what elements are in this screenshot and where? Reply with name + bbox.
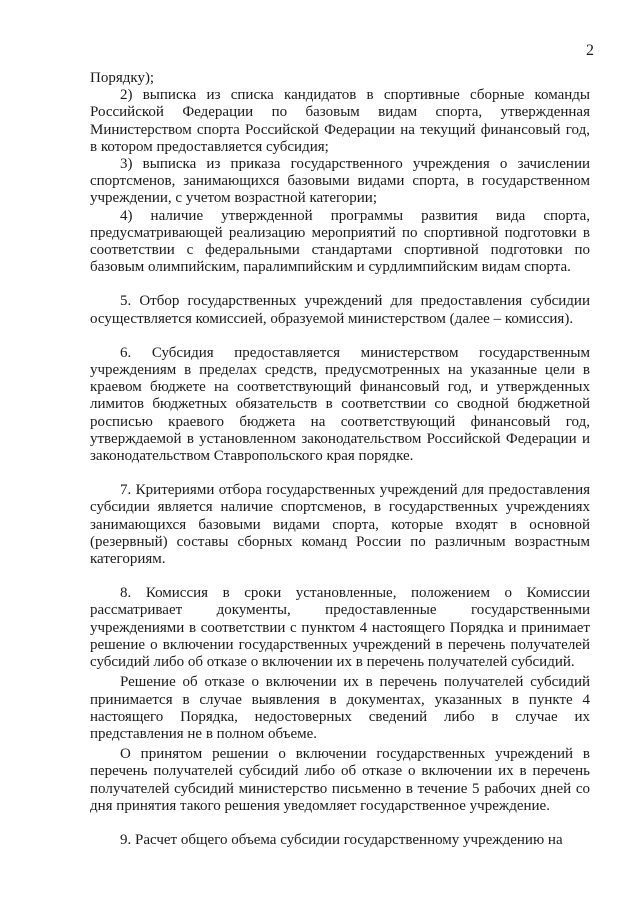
paragraph-7: 7. Критериями отбора государственных учреждений для предоставления субсидии является наличие спортсменов, в государственных учреждениях занимающихся базовыми видами спорта, которые входят в основной (резервный) составы сборных команд России по различным возрастным категориям. [90,482,590,568]
paragraph-8-notification: О принятом решении о включении государственных учреждений в перечень получателей субсидий либо об отказе о включении их в перечень получателей субсидий министерство письменно в течение 5 рабочих дней со дня принятия такого решения уведомляет государственное учреждение. [90,746,590,814]
paragraph-8: 8. Комиссия в сроки установленные, положением о Комиссии рассматривает документы, предоставленные государственными учреждениями в соответствии с пунктом 4 настоящего Порядка и принимает решение о включении государственных учреждений в перечень получателей субсидий либо об отказе о включении их в перечень получателей субсидий. [90,585,590,671]
page-number: 2 [586,42,594,59]
list-item-2: 2) выписка из списка кандидатов в спортивные сборные команды Российской Федерации по базовым видам спорта, утвержденная Министерством спорта Российской Федерации на текущий финансовый год, в котором предоставляется субсидия; [90,87,590,155]
paragraph-9: 9. Расчет общего объема субсидии государственному учреждению на [120,831,563,848]
paragraph-continuation: Порядку); [90,70,155,86]
list-item-3: 3) выписка из приказа государственного учреждения о зачислении спортсменов, занимающихся базовыми видами спорта, в государственном учреждении, с учетом возрастной категории; [90,156,590,207]
list-item-4: 4) наличие утвержденной программы развития вида спорта, предусматривающей реализацию мероприятий по спортивной подготовки в соответствии с федеральными стандартами спортивной подготовки по базовым олимпийским, паралимпийским и сурдлимпийским видам спорта. [90,207,590,276]
paragraph-5: 5. Отбор государственных учреждений для предоставления субсидии осуществляется комиссией, образуемой министерством (далее – комиссия). [90,293,590,327]
paragraph-8-refusal: Решение об отказе о включении их в перечень получателей субсидий принимается в случае выявления в документах, указанных в пункте 4 настоящего Порядка, недостоверных сведений либо в случае их представления не в полном объеме. [90,674,590,742]
paragraph-6: 6. Субсидия предоставляется министерством государственным учреждениям в пределах средств, предусмотренных на указанные цели в краевом бюджете на соответствующий финансовый год, и утвержденных лимитов бюджетных обязательств в соответствии со сводной бюджетной росписью краевого бюджета на соответствующий финансовый год, утверждаемой в установленном законодательством Российской Федерации и законодательством Ставропольского края порядке. [90,344,590,465]
document-body [90,70,590,849]
